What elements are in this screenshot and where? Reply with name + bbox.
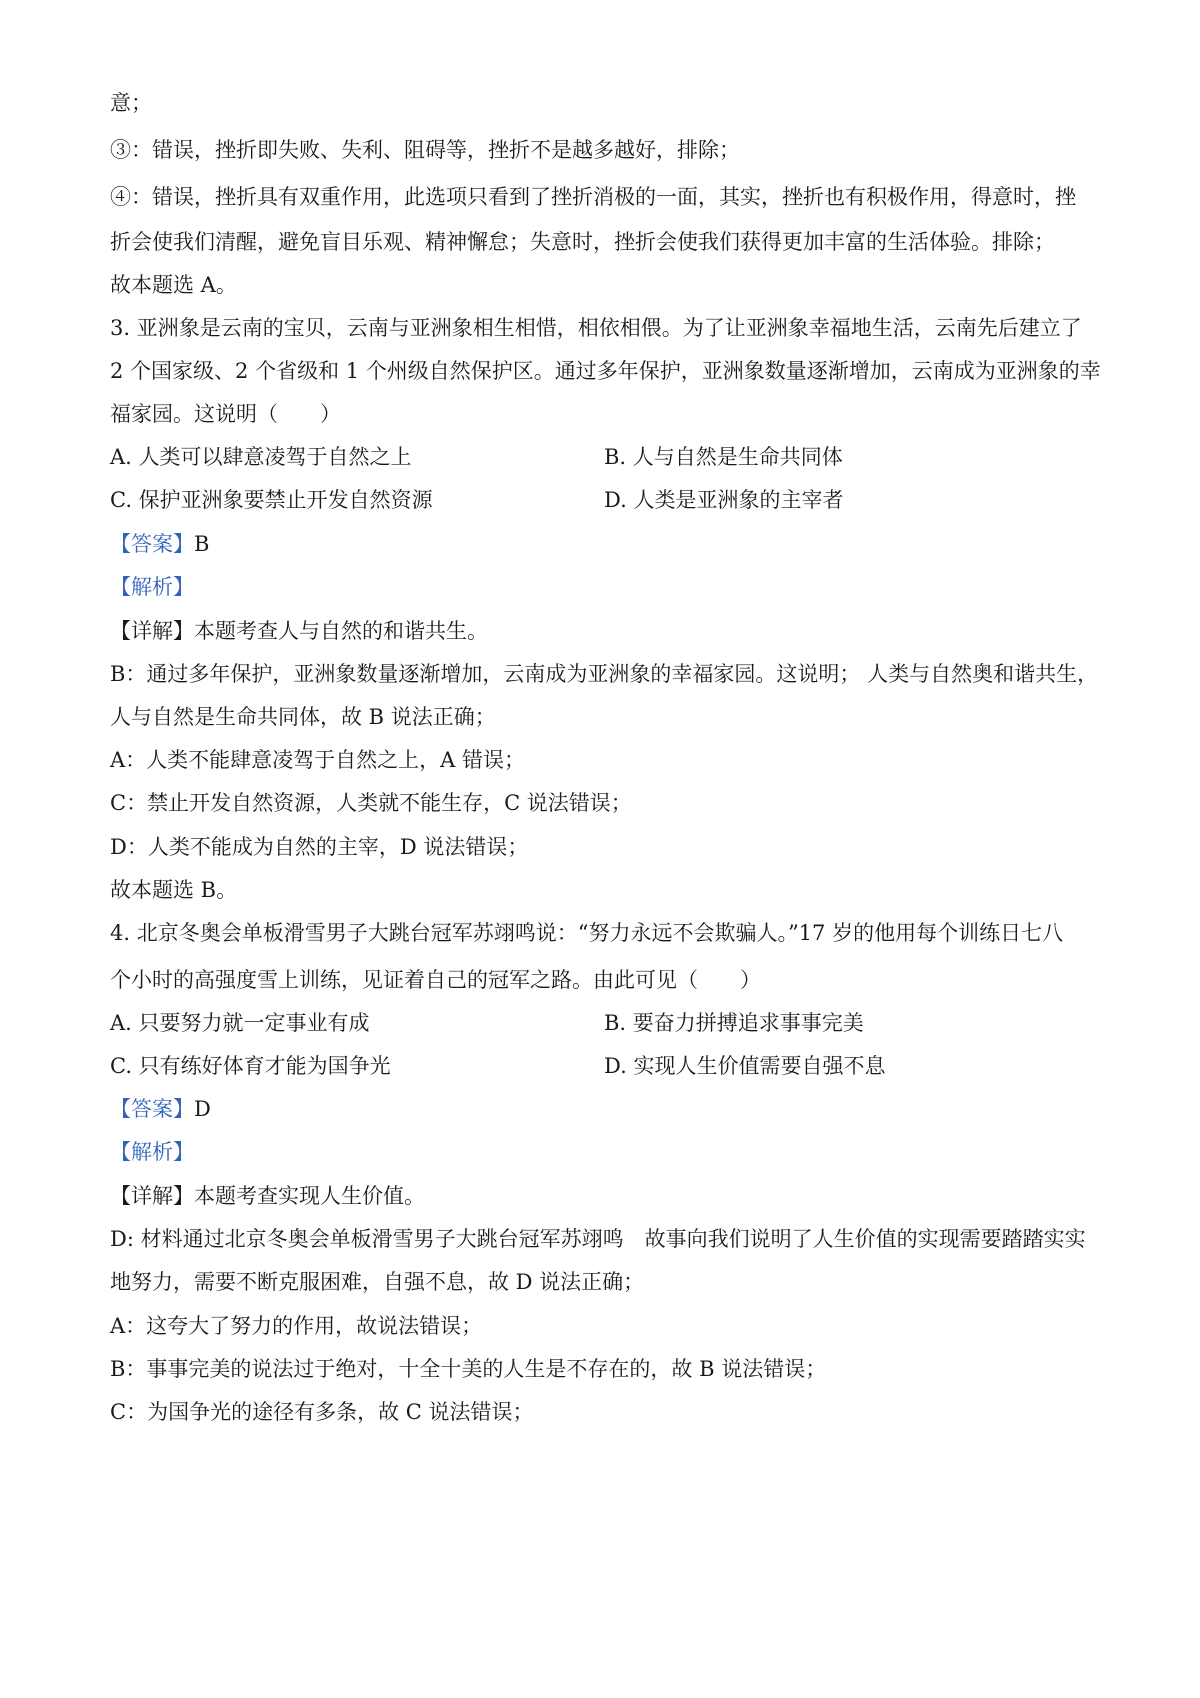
- q2-option-4-analysis: ④：错误，挫折具有双重作用，此选项只看到了挫折消极的一面，其实，挫折也有积极作用，得意时，挫: [110, 185, 1076, 209]
- q3-conclusion: 故本题选 B。: [110, 878, 238, 902]
- q3-option-c: C. 保护亚洲象要禁止开发自然资源: [110, 488, 433, 512]
- q3-answer-value: B: [194, 532, 210, 556]
- q4-stem: 4. 北京冬奥会单板滑雪男子大跳台冠军苏翊鸣说：“努力永远不会欺骗人。”17 岁的他用每个训练日七八: [110, 921, 1064, 945]
- q3-detail-heading: 【详解】本题考查人与自然的和谐共生。: [110, 619, 488, 643]
- q4-answer-line: [110, 1094, 1100, 1124]
- q3-stem-end: 福家园。这说明（ ）: [110, 402, 341, 426]
- q2-conclusion: 故本题选 A。: [110, 273, 237, 297]
- q4-answer-value: D: [194, 1097, 211, 1121]
- q3-explanation-d: D：人类不能成为自然的主宰，D 说法错误；: [110, 835, 529, 859]
- q4-detail-heading: 【详解】本题考查实现人生价值。: [110, 1184, 425, 1208]
- q4-explanation-d: D: 材料通过北京冬奥会单板滑雪男子大跳台冠军苏翊鸣 故事向我们说明了人生价值的实现需要踏踏实实: [110, 1227, 1086, 1251]
- q3-explanation-c: C：禁止开发自然资源，人类就不能生存，C 说法错误；: [110, 791, 632, 815]
- q4-option-d: D. 实现人生价值需要自强不息: [604, 1054, 886, 1078]
- q3-option-b: B. 人与自然是生命共同体: [604, 445, 843, 469]
- q2-text-line: 意；: [110, 91, 152, 115]
- q3-explanation-b: B：通过多年保护，亚洲象数量逐渐增加，云南成为亚洲象的幸福家园。这说明； 人类与自然奥和谐共生，: [110, 662, 1099, 686]
- q3-answer-line: [110, 529, 1100, 559]
- q4-explanation-d-cont: 地努力，需要不断克服困难，自强不息，故 D 说法正确；: [110, 1270, 645, 1294]
- q3-analysis-tag: 【解析】: [110, 575, 194, 599]
- q3-option-d: D. 人类是亚洲象的主宰者: [604, 488, 844, 512]
- q3-explanation-a: A：人类不能肆意凌驾于自然之上，A 错误；: [110, 748, 526, 772]
- q4-explanation-c: C：为国争光的途径有多条，故 C 说法错误；: [110, 1400, 534, 1424]
- q4-stem-cont: 个小时的高强度雪上训练，见证着自己的冠军之路。由此可见（ ）: [110, 968, 761, 992]
- q3-stem: 3. 亚洲象是云南的宝贝，云南与亚洲象相生相惜，相依相偎。为了让亚洲象幸福地生活，云南先后建立了: [110, 316, 1082, 340]
- q4-option-a: A. 只要努力就一定事业有成: [110, 1011, 370, 1035]
- q4-answer-tag: 【答案】: [110, 1097, 194, 1121]
- q4-analysis-tag: 【解析】: [110, 1140, 194, 1164]
- q2-option-4-analysis-cont: 折会使我们清醒，避免盲目乐观、精神懈怠；失意时，挫折会使我们获得更加丰富的生活体验。排除；: [110, 230, 1055, 254]
- q4-option-b: B. 要奋力拼搏追求事事完美: [604, 1011, 864, 1035]
- q4-explanation-a: A：这夸大了努力的作用，故说法错误；: [110, 1314, 483, 1338]
- q3-explanation-b-cont: 人与自然是生命共同体，故 B 说法正确；: [110, 705, 496, 729]
- q2-option-3-analysis: ③：错误，挫折即失败、失利、阻碍等，挫折不是越多越好，排除；: [110, 138, 740, 162]
- q3-answer-tag: 【答案】: [110, 532, 194, 556]
- q4-option-c: C. 只有练好体育才能为国争光: [110, 1054, 391, 1078]
- q3-option-a: A. 人类可以肆意凌驾于自然之上: [110, 445, 412, 469]
- q3-stem-cont: 2 个国家级、2 个省级和 1 个州级自然保护区。通过多年保护，亚洲象数量逐渐增加，云南成为亚洲象的幸: [110, 359, 1101, 383]
- q4-explanation-b: B：事事完美的说法过于绝对，十全十美的人生是不存在的，故 B 说法错误；: [110, 1357, 827, 1381]
